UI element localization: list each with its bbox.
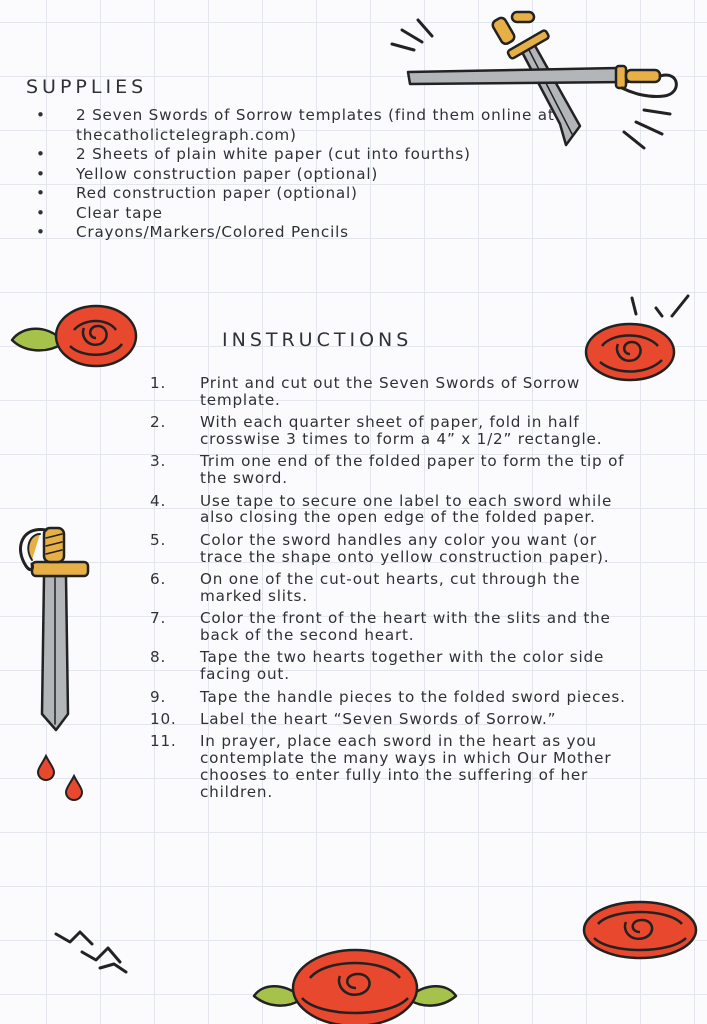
- instruction-step: 9. Tape the handle pieces to the folded sword pieces.: [150, 687, 626, 706]
- instructions-list: [150, 375, 630, 806]
- instruction-step: 10. Label the heart “Seven Swords of Sorrow.”: [150, 709, 557, 728]
- instructions-heading: INSTRUCTIONS: [222, 329, 413, 351]
- instruction-step: 5. Color the sword handles any color you want (or trace the shape onto yellow construction paper).: [150, 530, 610, 566]
- supply-item: • Red construction paper (optional): [36, 184, 358, 202]
- instruction-step: 1. Print and cut out the Seven Swords of Sorrow template.: [150, 374, 581, 409]
- instruction-step: 8. Tape the two hearts together with the color side facing out.: [150, 648, 605, 684]
- instruction-step: 6. On one of the cut-out hearts, cut through the marked slits.: [150, 569, 581, 605]
- rose-icon: [250, 938, 460, 1024]
- supply-item: • 2 Seven Swords of Sorrow templates (find them online at thecatholictelegraph.com): [36, 106, 555, 144]
- instruction-step: 11. In prayer, place each sword in the heart as you contemplate the many ways in which Our Mother chooses to enter fully into the suffering of her children.: [150, 732, 612, 801]
- motion-lines-icon: [52, 924, 142, 974]
- supply-item: • 2 Sheets of plain white paper (cut into fourths): [36, 145, 471, 163]
- instruction-step: 7. Color the front of the heart with the slits and the back of the second heart.: [150, 609, 611, 644]
- supply-item: • Clear tape: [36, 203, 163, 222]
- rose-icon: [8, 300, 138, 372]
- rose-icon: [580, 292, 700, 384]
- supply-item: • Yellow construction paper (optional): [36, 164, 379, 183]
- blood-drop-icon: [34, 752, 94, 802]
- sword-icon: [12, 518, 102, 734]
- instruction-step: 4. Use tape to secure one label to each sword while also closing the open edge of the folded paper.: [150, 491, 613, 527]
- supplies-list: [36, 106, 556, 243]
- supply-item: • Crayons/Markers/Colored Pencils: [36, 223, 349, 241]
- rose-icon: [578, 896, 704, 966]
- instruction-step: 2. With each quarter sheet of paper, fold in half crosswise 3 times to form a 4” x 1/2” rectangle.: [150, 413, 603, 448]
- instruction-step: 3. Trim one end of the folded paper to form the tip of the sword.: [150, 452, 625, 488]
- supplies-heading: SUPPLIES: [26, 76, 148, 98]
